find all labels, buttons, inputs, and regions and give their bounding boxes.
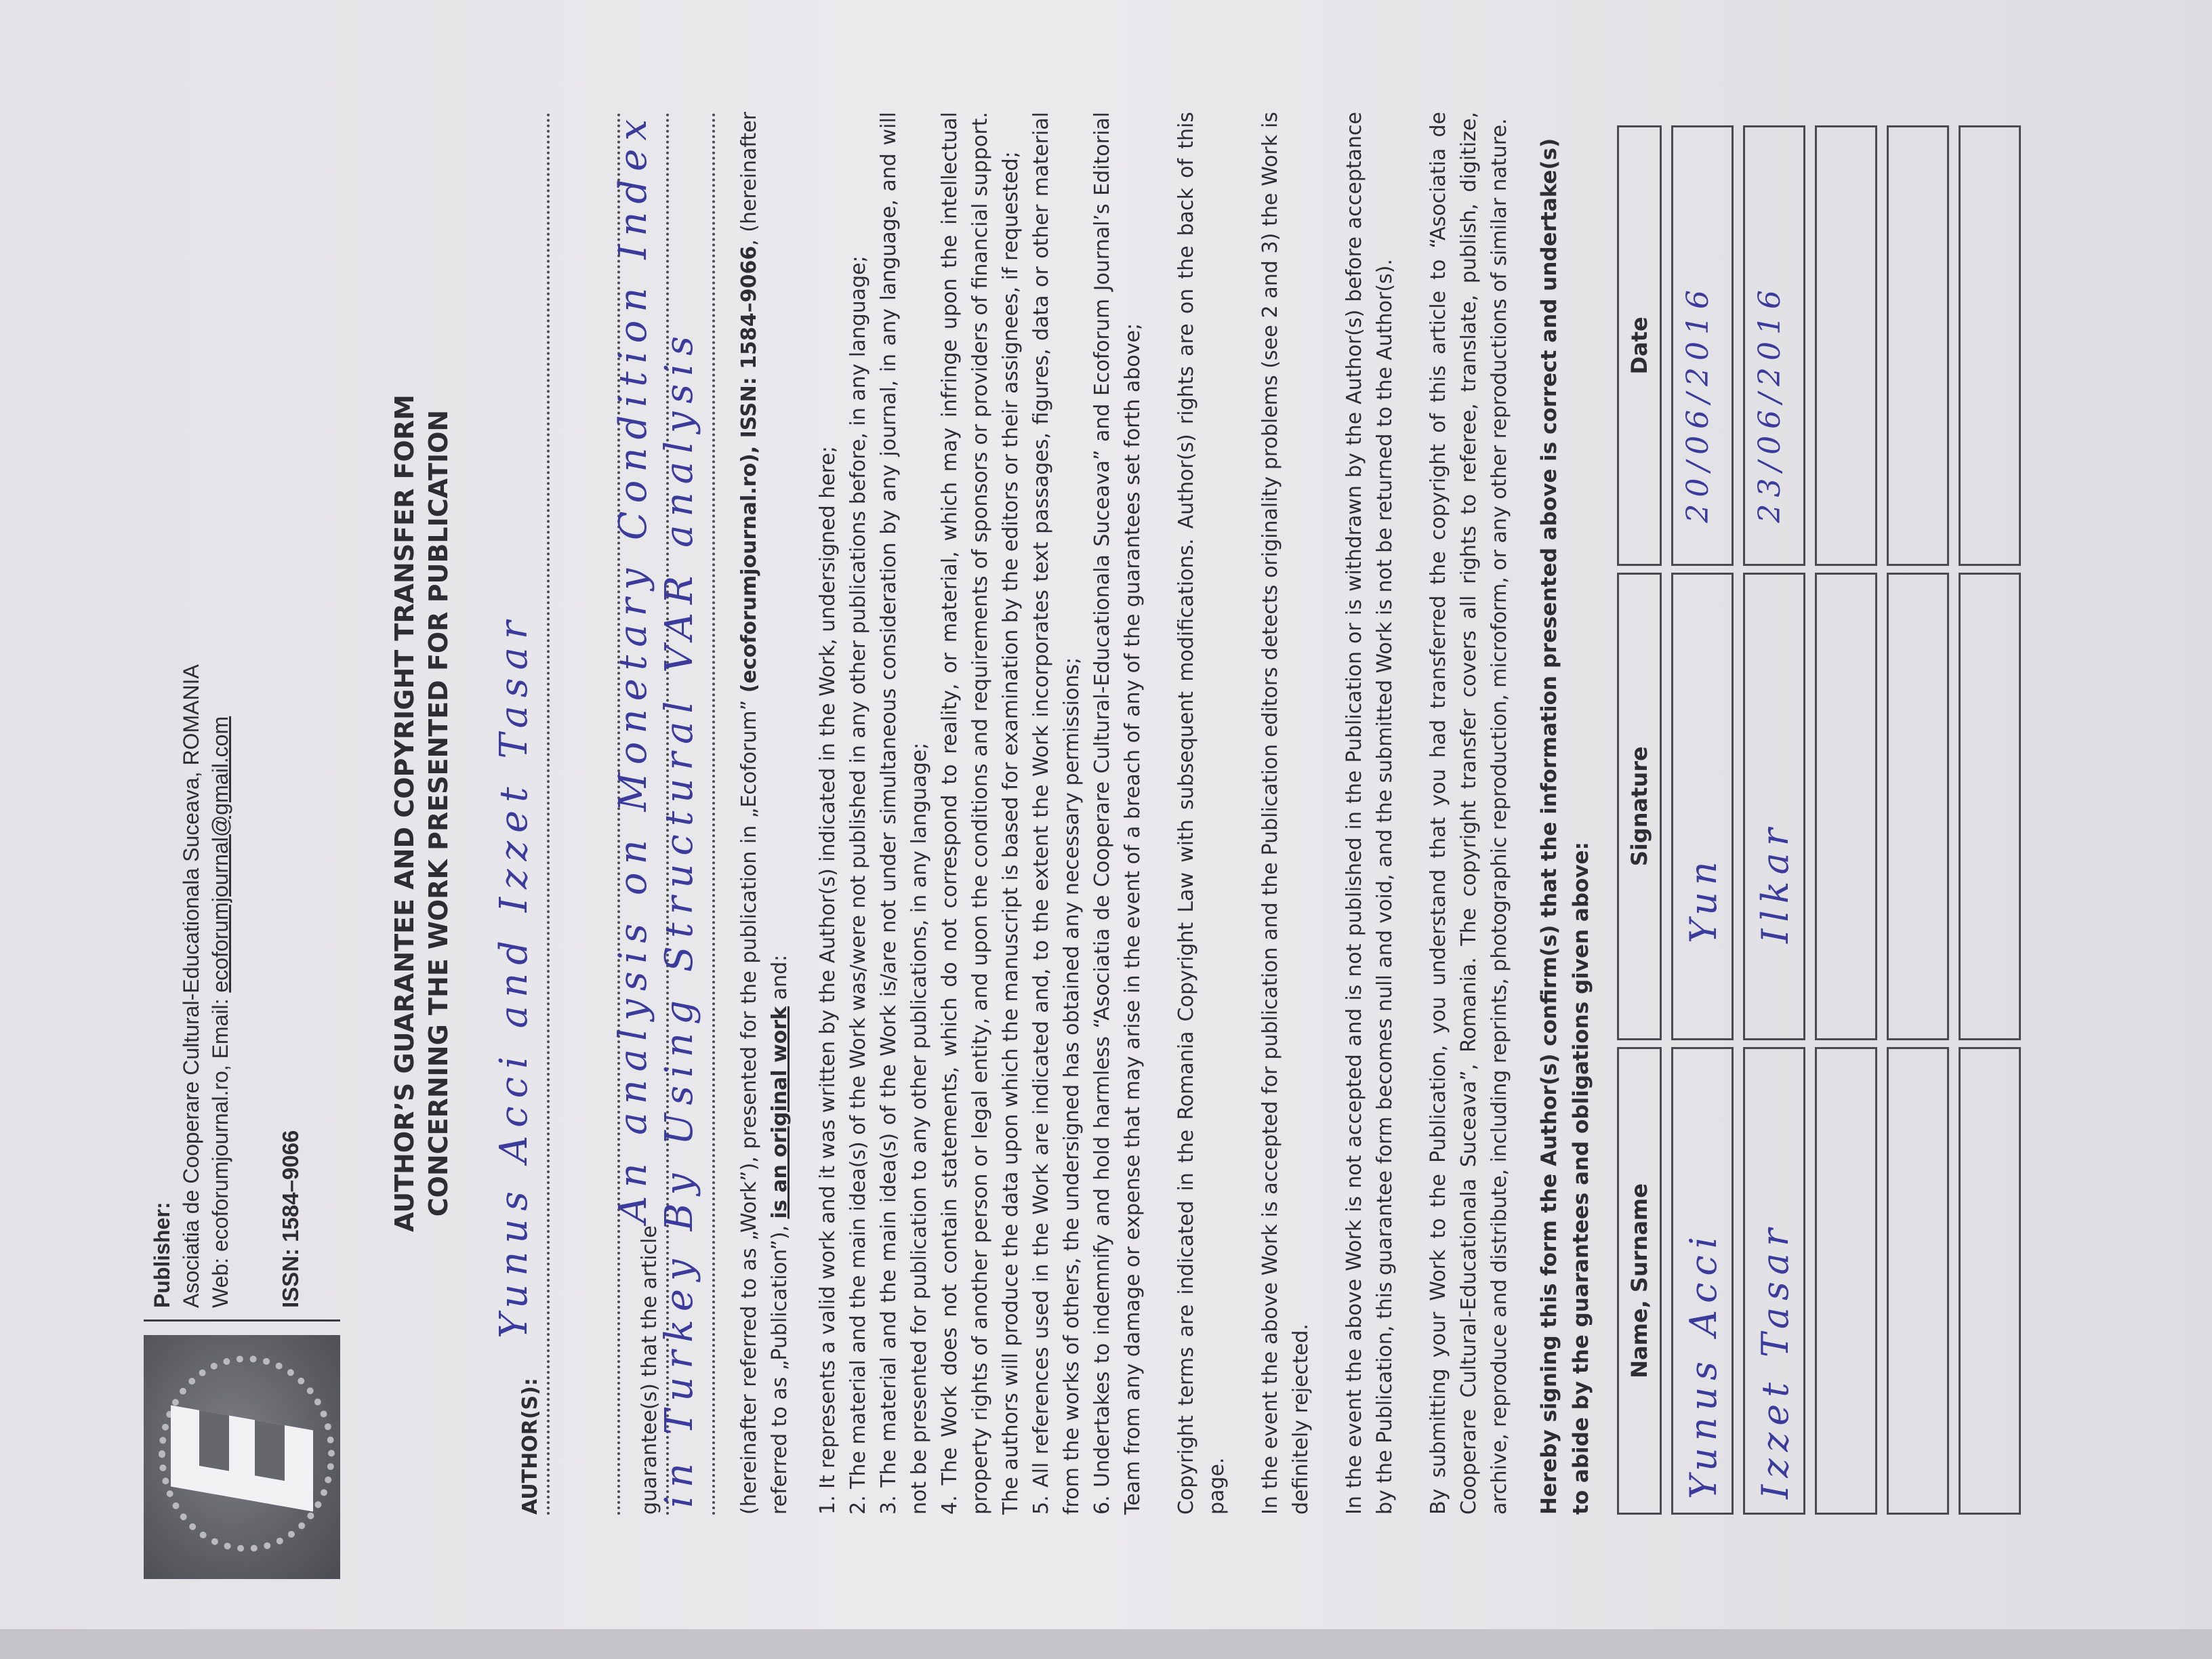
- date-cell[interactable]: [1743, 125, 1805, 566]
- authors-handwriting: Yunus Acci and Izzet Tasar: [492, 613, 536, 1338]
- clause-6: 6. Undertakes to indemnify and hold harmless “Asociatia de Cooperare Cultural-Educationala Suceava” and Ecoforum Journal’s Editorial Team from any damage or expense that may arise in the event of a breach of any of the guarantees set forth above;: [1090, 112, 1145, 1515]
- clause-1: 1. It represents a valid work and it was written by the Author(s) indicated in the Work, undersigned here;: [816, 446, 840, 1515]
- date-cell[interactable]: [1887, 125, 1949, 566]
- guarantee-clauses: [813, 112, 1148, 1515]
- signature-cell[interactable]: [1887, 573, 1949, 1040]
- copyright-form-page: [130, 20, 2204, 1606]
- form-title: [388, 20, 455, 1606]
- name-cell[interactable]: [1743, 1047, 1805, 1515]
- confirmation-statement: Hereby signing this form the Author(s) confirm(s) that the information presented above is correct and undertake(s) to abide by the guarantees and obligations given above:: [1537, 138, 1593, 1515]
- publisher-email: ecoforumjournal@gmail.com: [207, 716, 232, 993]
- clause-5: 5. All references used in the Work are indicated and, to the extent the Work incorporates text passages, figures, data or other material from the works of others, the undersigned has obtained any necessary permissions;: [1029, 112, 1084, 1515]
- name-handwriting: Izzet Tasar: [1754, 1222, 1797, 1499]
- hereinafter-text-1: (hereinafter referred to as „Work”), presented for the publication in „Ecoforum”: [737, 693, 761, 1515]
- article-line-2: [657, 112, 715, 1515]
- publisher-web: Web: ecoforumjournal.ro, Email:: [207, 992, 232, 1308]
- header-date: Date: [1617, 125, 1662, 566]
- date-handwriting: 20/06/2016: [1681, 283, 1715, 523]
- date-cell[interactable]: [1959, 125, 2021, 566]
- signature-cell[interactable]: [1959, 573, 2021, 1040]
- signature-cell[interactable]: [1743, 573, 1805, 1040]
- authors-line: [492, 112, 550, 1515]
- clause-3: 3. The material and the main idea(s) of the Work is/are not under simultaneous consideration by any journal, in any language, and will not be presented for publication to any other publications, in any language;: [877, 112, 931, 1515]
- copyright-terms-paragraph: Copyright terms are indicated in the Romania Copyright Law with subsequent modifications. Author(s) rights are on the back of this page.: [1174, 112, 1229, 1515]
- publisher-label: Publisher:: [150, 1202, 174, 1308]
- name-handwriting: Yunus Acci: [1682, 1230, 1725, 1499]
- date-cell[interactable]: [1815, 125, 1877, 566]
- table-row: [1671, 125, 1734, 1515]
- article-title-handwriting-1: An analysis on Monetary Condition Index: [611, 111, 655, 1223]
- signature-cell[interactable]: [1815, 573, 1877, 1040]
- publisher-contact: [206, 664, 235, 1308]
- form-body: [492, 111, 2030, 1515]
- table-row: [1959, 125, 2021, 1515]
- name-cell[interactable]: [1671, 1047, 1734, 1515]
- article-title-handwriting-2: in Turkey By Using Structural VAR analysis: [657, 328, 701, 1508]
- issn: ISSN: 1584–9066: [277, 1130, 303, 1308]
- ecoforum-logo: [144, 1335, 340, 1579]
- hereinafter-text-3: and:: [768, 954, 792, 1006]
- publisher-info: [148, 664, 306, 1308]
- accepted-paragraph: In the event the above Work is accepted for publication and the Publication editors detects originality problems (see 2 and 3) the Work is definitely rejected.: [1258, 112, 1313, 1515]
- name-cell[interactable]: [1815, 1047, 1877, 1515]
- table-row: [1887, 125, 1949, 1515]
- signature-handwriting: Yun: [1682, 855, 1725, 943]
- title-line-2: CONCERNING THE WORK PRESENTED FOR PUBLICATION: [424, 409, 454, 1217]
- table-row: [1743, 125, 1805, 1515]
- date-handwriting: 23/06/2016: [1753, 283, 1787, 523]
- surface-shadow: [0, 1629, 2212, 1659]
- hereinafter-paragraph: [734, 112, 795, 1515]
- publisher-name: Asociatia de Cooperare Cultural-Educationala Suceava, ROMANIA: [178, 664, 203, 1308]
- name-cell[interactable]: [1887, 1047, 1949, 1515]
- signature-cell[interactable]: [1671, 573, 1734, 1040]
- original-work-text: is an original work: [768, 1006, 792, 1219]
- not-accepted-paragraph: In the event the above Work is not accepted and is not published in the Publication or is withdrawn by the Author(s) before acceptance by the Publication, this guarantee form becomes null and void, and the submitted Work is not be returned to the Author(s).: [1343, 112, 1397, 1515]
- signature-table: [1607, 119, 2030, 1521]
- hereinafter-issn: (ecoforumjournal.ro), ISSN: 1584–9066: [737, 245, 761, 693]
- header-divider: [144, 1319, 340, 1322]
- title-line-1: AUTHOR’S GUARANTEE AND COPYRIGHT TRANSFER FORM: [390, 394, 419, 1232]
- header-signature: Signature: [1617, 573, 1662, 1040]
- clause-2: 2. The material and the main idea(s) of the Work was/were not published in any other publications before, in any language;: [846, 255, 870, 1515]
- signature-handwriting: Ilkar: [1754, 821, 1797, 943]
- date-cell[interactable]: [1671, 125, 1734, 566]
- hereinafter-text-2: , (hereinafter referred to as „Publication”),: [737, 112, 792, 1515]
- clause-4: 4. The Work does not contain statements, which do not correspond to reality, or material, which may infringe upon the intellectual property rights of another person or legal entity, and upon the conditions and requirements of sponsors or providers of financial support. The authors will produce the data upon which the manuscript is based for examination by the editors or their assignees, if requested;: [938, 112, 1023, 1515]
- guarantee-label: guarantee(s) that the article: [638, 1225, 661, 1515]
- table-header-row: [1617, 125, 1662, 1515]
- submission-paragraph: By submitting your Work to the Publication, you understand that you had transferred the copyright of this article to “Asociatia de Cooperare Cultural-Educationala Suceava”, Romania. The copyright transfer covers all rights to referee, translate, publish, digitize, archive, reproduce and distribute, including reprints, photographic reproduction, microform, or any other reproductions of similar nature.: [1427, 112, 1511, 1515]
- header-name-surname: Name, Surname: [1617, 1047, 1662, 1515]
- authors-label: AUTHOR(S):: [518, 1378, 542, 1515]
- form-header: [144, 54, 367, 1579]
- table-row: [1815, 125, 1877, 1515]
- name-cell[interactable]: [1959, 1047, 2021, 1515]
